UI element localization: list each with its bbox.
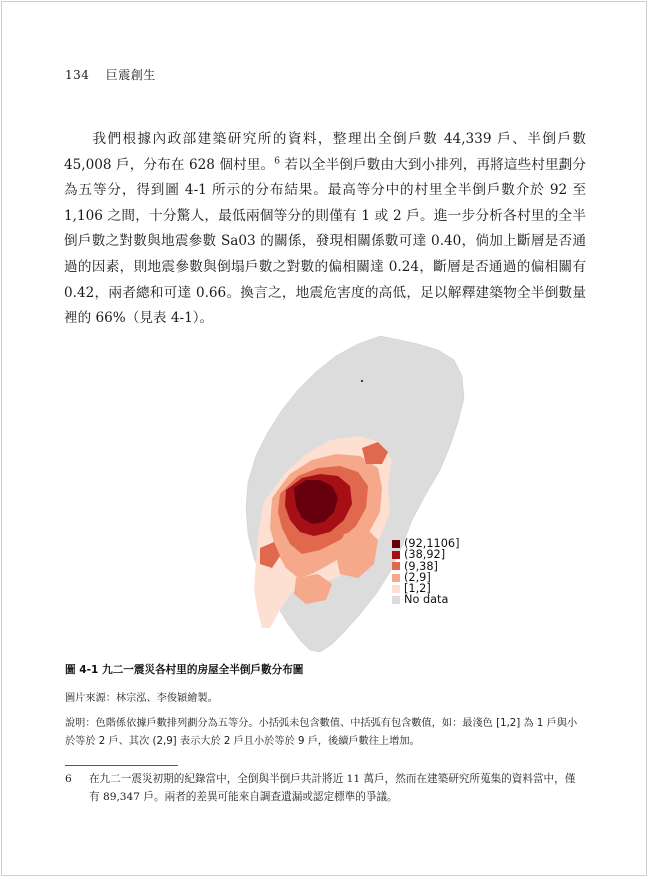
page-number: 134	[65, 68, 90, 82]
map-legend	[392, 538, 460, 606]
body-paragraph	[64, 127, 586, 332]
legend-item	[392, 549, 460, 560]
legend-swatch	[392, 574, 400, 582]
footnote-number: 6	[65, 773, 72, 785]
legend-label: No data	[404, 593, 449, 607]
legend-label: (92,1106]	[404, 537, 460, 550]
legend-label: (38,92]	[404, 548, 446, 562]
legend-swatch	[392, 540, 400, 548]
legend-swatch	[392, 562, 400, 570]
paragraph-text-1: 我們根據內政部建築研究所的資料，整理出全倒戶數 44,339 戶、半倒戶數 45,008 戶，分布在 628 個村里。	[64, 131, 586, 173]
legend-swatch	[392, 551, 400, 559]
footnote-text: 在九二一震災初期的紀錄當中，全倒與半倒戶共計將近 11 萬戶，然而在建築研究所蒐集的資料當中，僅有 89,347 戶。兩者的差異可能來自調查遺漏或認定標準的爭議。	[89, 773, 576, 803]
footnote	[65, 770, 585, 806]
figure-source: 圖片來源：林宗泓、李俊穎繪製。	[65, 693, 218, 704]
footnote-divider	[65, 765, 178, 766]
running-head	[65, 66, 156, 83]
footnote-reference[interactable]: 6	[274, 156, 280, 167]
figure-map	[240, 328, 480, 658]
legend-swatch	[392, 596, 400, 604]
legend-item	[392, 594, 460, 605]
figure-caption: 圖 4-1 九二一震災各村里的房屋全半倒戶數分布圖	[65, 664, 304, 676]
paragraph-text-2: 若以全半倒戶數由大到小排列，再將這些村里劃分為五等分，得到圖 4-1 所示的分布結果。最高等分中的村里全半倒戶數介於 92 至 1,106 之間，十分驚人，最低兩個等分的則僅有 1 或 2 戶。進一步分析各村里的全半倒戶數之對數與地震參數 Sa03 的關係，發現相關係數可達 0.40，倘加上斷層是否通過的因素，則地震參數與倒塌戶數之對數的偏相關達 0.24，斷層是否通過的偏相關有 0.42，兩者總和可達 0.66。換言之，地震危害度的高低，足以解釋建築物全半倒數量裡的 66%（見表 4-1）。	[64, 156, 586, 327]
legend-label: (9,38]	[404, 559, 438, 573]
figure-note: 說明：色階係依據戶數排列劃分為五等分。小括弧未包含數值、中括弧有包含數值，如：最淺色 [1,2] 為 1 戶與小於等於 2 戶、其次 (2,9] 表示大於 2 戶且小於等於 9 戶，後續戶數往上增加。	[65, 718, 578, 747]
legend-swatch	[392, 585, 400, 593]
legend-label: [1,2]	[404, 582, 431, 596]
taiwan-map	[240, 328, 480, 658]
map-marker	[361, 380, 363, 382]
book-title: 巨震創生	[105, 68, 156, 82]
legend-label: (2,9]	[404, 570, 431, 584]
